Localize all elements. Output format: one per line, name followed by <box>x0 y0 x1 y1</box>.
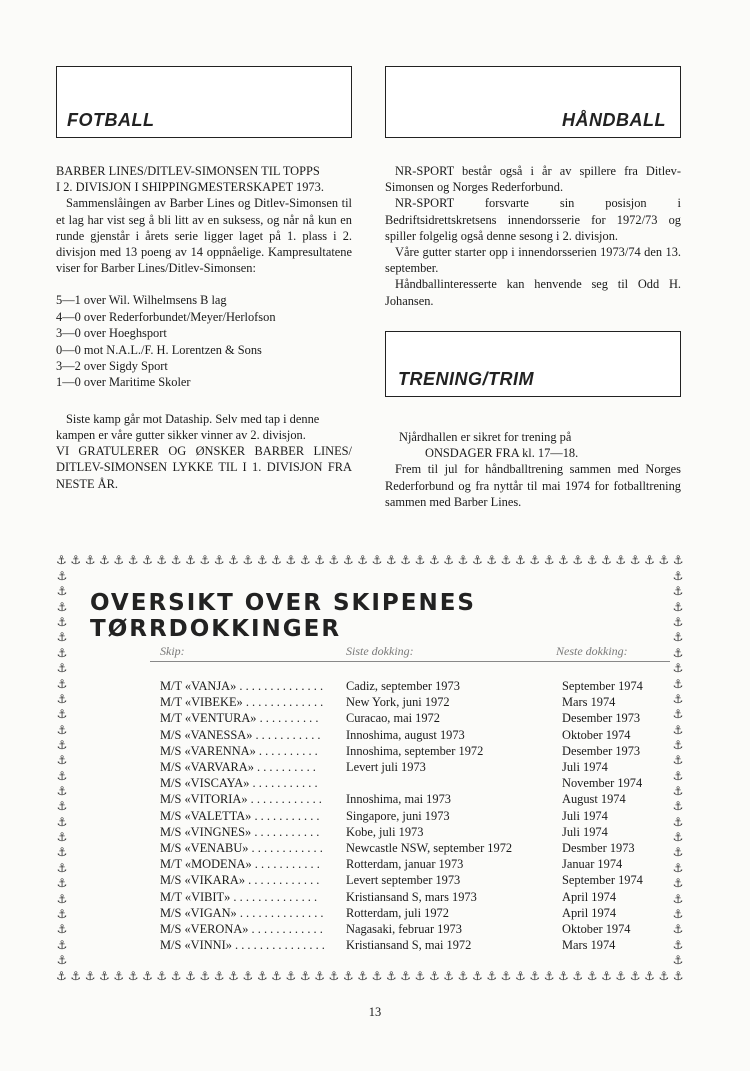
anchor-icon: ⚓ <box>299 969 311 983</box>
anchor-icon: ⚓ <box>56 676 68 691</box>
anchor-icon: ⚓ <box>672 891 684 906</box>
anchor-icon: ⚓ <box>500 969 512 983</box>
anchor-icon: ⚓ <box>228 553 239 567</box>
list-item: 0—0 mot N.A.L./F. H. Lorentzen & Sons <box>56 342 262 357</box>
anchor-icon: ⚓ <box>56 891 68 906</box>
anchor-icon: ⚓ <box>543 969 555 983</box>
anchor-icon: ⚓ <box>285 969 297 983</box>
last-docking-cell: Curacao, mai 1972 <box>346 711 440 726</box>
last-docking-cell: Innoshima, september 1972 <box>346 743 484 758</box>
column-header-ship: Skip: <box>160 644 185 658</box>
anchor-icon: ⚓ <box>658 553 670 567</box>
trening-article <box>385 429 681 510</box>
anchor-icon: ⚓ <box>385 553 397 567</box>
table-row <box>160 889 680 905</box>
anchor-icon: ⚓ <box>672 615 684 630</box>
anchor-icon: ⚓ <box>56 569 68 583</box>
anchor-icon: ⚓ <box>672 630 684 645</box>
anchor-icon: ⚓ <box>56 645 68 660</box>
anchor-icon: ⚓ <box>471 969 483 983</box>
anchor-icon: ⚓ <box>56 969 67 983</box>
anchor-icon: ⚓ <box>615 969 627 983</box>
anchor-icon: ⚓ <box>56 784 68 799</box>
anchor-icon: ⚓ <box>142 553 153 567</box>
anchor-icon: ⚓ <box>342 553 354 567</box>
anchor-icon: ⚓ <box>314 969 325 983</box>
last-docking-cell: Kobe, juli 1973 <box>346 824 424 839</box>
page-number: 13 <box>368 1005 382 1019</box>
fotball-lead-line-2: I 2. DIVISJON I SHIPPINGMESTERSKAPET 1973. <box>56 180 324 195</box>
anchor-icon: ⚓ <box>242 969 254 983</box>
fotball-paragraph-2: Siste kamp går mot Dataship. Selv med tap i denne kampen er våre gutter sikker vinner av 2. divisjon. <box>56 411 320 443</box>
anchor-icon: ⚓ <box>400 969 412 983</box>
trening-heading-box <box>385 331 681 397</box>
table-row <box>160 694 680 710</box>
anchor-icon: ⚓ <box>672 676 684 691</box>
table-row <box>160 840 680 856</box>
list-item: 1—0 over Maritime Skoler <box>56 375 191 390</box>
anchor-icon: ⚓ <box>56 952 68 967</box>
anchor-icon: ⚓ <box>328 969 340 983</box>
anchor-icon: ⚓ <box>601 553 612 567</box>
anchor-icon: ⚓ <box>672 584 684 599</box>
ship-name-cell: M/T «VENTURA» . . . . . . . . . . <box>160 711 319 726</box>
next-docking-cell: April 1974 <box>562 889 617 904</box>
anchor-icon: ⚓ <box>572 553 584 567</box>
anchor-icon: ⚓ <box>515 969 526 983</box>
next-docking-cell: Desmber 1973 <box>562 841 635 855</box>
next-docking-cell: Desember 1973 <box>562 711 641 726</box>
anchor-border-left <box>56 569 68 967</box>
table-row <box>160 937 680 953</box>
anchor-icon: ⚓ <box>56 584 68 599</box>
ship-name-cell: M/S «VINNI» . . . . . . . . . . . . . . . <box>160 938 325 953</box>
list-item: 3—0 over Hoeghsport <box>56 326 167 341</box>
anchor-icon: ⚓ <box>615 553 627 567</box>
anchor-icon: ⚓ <box>199 553 211 567</box>
table-row <box>160 921 680 937</box>
next-docking-cell: Mars 1974 <box>562 938 616 953</box>
anchor-icon: ⚓ <box>271 969 282 983</box>
anchor-icon: ⚓ <box>328 553 340 567</box>
anchor-icon: ⚓ <box>672 753 684 768</box>
last-docking-cell: Innoshima, mai 1973 <box>346 792 451 807</box>
anchor-icon: ⚓ <box>414 969 426 983</box>
table-row <box>160 727 680 743</box>
anchor-icon: ⚓ <box>672 645 684 660</box>
anchor-icon: ⚓ <box>256 969 268 983</box>
anchor-icon: ⚓ <box>56 615 68 630</box>
anchor-icon: ⚓ <box>515 553 526 567</box>
table-row <box>160 678 680 694</box>
ship-name-cell: M/S «VALETTA» . . . . . . . . . . . <box>160 808 320 823</box>
last-docking-cell: Nagasaki, februar 1973 <box>346 922 462 936</box>
anchor-icon: ⚓ <box>529 969 541 983</box>
anchor-icon: ⚓ <box>644 969 655 983</box>
next-docking-cell: November 1974 <box>562 776 643 791</box>
anchor-icon: ⚓ <box>56 553 67 567</box>
anchor-icon: ⚓ <box>601 969 612 983</box>
anchor-icon: ⚓ <box>142 969 153 983</box>
anchor-icon: ⚓ <box>185 553 196 567</box>
anchor-icon: ⚓ <box>156 969 168 983</box>
handball-heading: HÅNDBALL <box>562 110 666 130</box>
anchor-icon: ⚓ <box>486 553 498 567</box>
anchor-icon: ⚓ <box>672 830 684 845</box>
fotball-heading-box <box>56 66 352 138</box>
anchor-icon: ⚓ <box>672 952 684 967</box>
fotball-paragraph-3: VI GRATULERER OG ØNSKER BARBER LINES/ DITLEV-SIMONSEN LYKKE TIL I 1. DIVISJON FRA NESTE ÅR. <box>56 444 352 491</box>
last-docking-cell: Kristiansand S, mars 1973 <box>346 889 477 904</box>
ship-name-cell: M/T «MODENA» . . . . . . . . . . . <box>160 857 320 872</box>
anchor-icon: ⚓ <box>213 969 225 983</box>
fotball-lead-line-1: BARBER LINES/DITLEV-SIMONSEN TIL TOPPS <box>56 164 320 178</box>
anchor-icon: ⚓ <box>672 553 684 567</box>
next-docking-cell: Desember 1973 <box>562 743 641 758</box>
table-row <box>160 824 680 840</box>
anchor-icon: ⚓ <box>457 969 469 983</box>
anchor-icon: ⚓ <box>672 661 684 676</box>
anchor-icon: ⚓ <box>629 553 641 567</box>
anchor-icon: ⚓ <box>672 691 684 706</box>
drydock-table-header <box>150 644 670 662</box>
anchor-icon: ⚓ <box>428 969 440 983</box>
anchor-icon: ⚓ <box>586 969 598 983</box>
anchor-icon: ⚓ <box>658 969 670 983</box>
drydock-table-title: OVERSIKT OVER SKIPENES TØRRDOKKINGER <box>90 590 477 642</box>
anchor-icon: ⚓ <box>185 969 196 983</box>
anchor-icon: ⚓ <box>170 969 182 983</box>
anchor-icon: ⚓ <box>70 969 82 983</box>
ship-name-cell: M/T «VIBEKE» . . . . . . . . . . . . . <box>160 695 324 710</box>
anchor-icon: ⚓ <box>672 707 684 722</box>
anchor-icon: ⚓ <box>56 661 68 676</box>
column-header-last-docking: Siste dokking: <box>346 644 414 658</box>
anchor-icon: ⚓ <box>299 553 311 567</box>
next-docking-cell: Juli 1974 <box>562 760 608 774</box>
ship-name-cell: M/S «VERONA» . . . . . . . . . . . . <box>160 922 323 936</box>
anchor-icon: ⚓ <box>285 553 297 567</box>
anchor-icon: ⚓ <box>672 814 684 829</box>
anchor-icon: ⚓ <box>672 876 684 891</box>
table-row <box>160 710 680 726</box>
handball-paragraph-2: NR-SPORT forsvarte sin posisjon i Bedriftsidrettskretsens innendorsserie for 1972/73 og spiller folgelig også denne sesong i 2. divisjon. <box>385 196 681 243</box>
last-docking-cell: Singapore, juni 1973 <box>346 808 450 823</box>
anchor-icon: ⚓ <box>672 922 684 937</box>
table-row <box>160 808 680 824</box>
anchor-icon: ⚓ <box>342 969 354 983</box>
anchor-icon: ⚓ <box>672 860 684 875</box>
anchor-icon: ⚓ <box>457 553 469 567</box>
ship-name-cell: M/S «VISCAYA» . . . . . . . . . . . <box>160 776 318 791</box>
last-docking-cell: New York, juni 1972 <box>346 695 450 710</box>
anchor-icon: ⚓ <box>56 814 68 829</box>
handball-paragraph-4: Håndballinteresserte kan henvende seg til Odd H. Johansen. <box>385 277 681 308</box>
anchor-icon: ⚓ <box>672 768 684 783</box>
column-header-next-docking: Neste dokking: <box>556 644 628 658</box>
table-row <box>160 759 680 775</box>
anchor-icon: ⚓ <box>672 722 684 737</box>
anchor-icon: ⚓ <box>672 599 684 614</box>
anchor-icon: ⚓ <box>672 569 684 583</box>
ship-name-cell: M/S «VANESSA» . . . . . . . . . . . <box>160 727 321 742</box>
anchor-icon: ⚓ <box>56 630 68 645</box>
next-docking-cell: Mars 1974 <box>562 695 616 710</box>
anchor-icon: ⚓ <box>56 876 68 891</box>
anchor-icon: ⚓ <box>314 553 325 567</box>
ship-name-cell: M/S «VITORIA» . . . . . . . . . . . . <box>160 792 322 807</box>
last-docking-cell: Levert september 1973 <box>346 873 461 888</box>
handball-paragraph-3: Våre gutter starter opp i innendorsserien 1973/74 den 13. september. <box>385 245 681 276</box>
anchor-icon: ⚓ <box>586 553 598 567</box>
last-docking-cell: Rotterdam, januar 1973 <box>346 857 464 872</box>
anchor-icon: ⚓ <box>70 553 82 567</box>
anchor-icon: ⚓ <box>113 969 125 983</box>
fotball-heading: FOTBALL <box>67 110 155 130</box>
ship-name-cell: M/S «VIKARA» . . . . . . . . . . . . <box>160 873 320 888</box>
anchor-icon: ⚓ <box>156 553 168 567</box>
anchor-icon: ⚓ <box>357 553 368 567</box>
anchor-icon: ⚓ <box>56 906 68 921</box>
anchor-icon: ⚓ <box>84 553 96 567</box>
table-row <box>160 743 680 759</box>
anchor-icon: ⚓ <box>99 553 110 567</box>
anchor-icon: ⚓ <box>400 553 412 567</box>
anchor-icon: ⚓ <box>500 553 512 567</box>
anchor-icon: ⚓ <box>56 707 68 722</box>
fotball-paragraph-1: Sammenslåingen av Barber Lines og Ditlev-Simonsen til et lag har vist seg å bli litt av en suksess, og når nå kun en runde gjenstår i årets serie ligger laget på 1. plass i 2. divisjon med 13 poeng av 14 oppnåelige. Kampresultatene viser for Barber Lines/Ditlev-Simonsen: <box>56 196 352 276</box>
anchor-icon: ⚓ <box>256 553 268 567</box>
next-docking-cell: Juli 1974 <box>562 824 608 839</box>
anchor-icon: ⚓ <box>228 969 239 983</box>
ship-name-cell: M/S «VARENNA» . . . . . . . . . . <box>160 743 318 758</box>
fotball-article <box>56 163 352 492</box>
anchor-icon: ⚓ <box>428 553 440 567</box>
anchor-icon: ⚓ <box>213 553 225 567</box>
anchor-icon: ⚓ <box>672 969 684 983</box>
anchor-icon: ⚓ <box>543 553 555 567</box>
next-docking-cell: Juli 1974 <box>562 808 608 823</box>
last-docking-cell: Innoshima, august 1973 <box>346 727 465 742</box>
anchor-icon: ⚓ <box>56 860 68 875</box>
last-docking-cell: Rotterdam, juli 1972 <box>346 905 449 920</box>
anchor-icon: ⚓ <box>127 969 139 983</box>
anchor-icon: ⚓ <box>672 845 684 860</box>
anchor-icon: ⚓ <box>672 737 684 752</box>
list-item: 5—1 over Wil. Wilhelmsens B lag <box>56 293 227 308</box>
anchor-icon: ⚓ <box>672 799 684 814</box>
table-row <box>160 856 680 872</box>
ship-name-cell: M/S «VIGAN» . . . . . . . . . . . . . . <box>160 905 324 920</box>
anchor-icon: ⚓ <box>56 845 68 860</box>
anchor-icon: ⚓ <box>672 906 684 921</box>
ship-name-cell: M/S «VINGNES» . . . . . . . . . . . <box>160 824 320 839</box>
anchor-icon: ⚓ <box>99 969 110 983</box>
anchor-icon: ⚓ <box>56 599 68 614</box>
next-docking-cell: Oktober 1974 <box>562 922 631 936</box>
handball-article <box>385 163 681 309</box>
anchor-icon: ⚓ <box>371 969 383 983</box>
next-docking-cell: Oktober 1974 <box>562 727 631 742</box>
anchor-icon: ⚓ <box>629 969 641 983</box>
anchor-icon: ⚓ <box>371 553 383 567</box>
ship-name-cell: M/S «VARVARA» . . . . . . . . . . <box>160 760 316 774</box>
ship-name-cell: M/T «VIBIT» . . . . . . . . . . . . . . <box>160 889 318 904</box>
anchor-icon: ⚓ <box>56 768 68 783</box>
anchor-icon: ⚓ <box>84 969 96 983</box>
anchor-icon: ⚓ <box>199 969 211 983</box>
anchor-icon: ⚓ <box>170 553 182 567</box>
ship-name-cell: M/T «VANJA» . . . . . . . . . . . . . . <box>160 679 324 693</box>
anchor-icon: ⚓ <box>443 553 455 567</box>
table-row <box>160 872 680 888</box>
anchor-icon: ⚓ <box>572 969 584 983</box>
anchor-icon: ⚓ <box>56 691 68 706</box>
last-docking-cell: Kristiansand S, mai 1972 <box>346 938 472 953</box>
anchor-icon: ⚓ <box>529 553 541 567</box>
anchor-icon: ⚓ <box>56 737 68 752</box>
anchor-icon: ⚓ <box>672 784 684 799</box>
anchor-border-top <box>56 551 684 569</box>
last-docking-cell: Newcastle NSW, september 1972 <box>346 841 513 855</box>
table-row <box>160 775 680 791</box>
list-item: 4—0 over Rederforbundet/Meyer/Herlofson <box>56 309 276 324</box>
ship-name-cell: M/S «VENABU» . . . . . . . . . . . . <box>160 841 323 855</box>
table-row <box>160 905 680 921</box>
trening-line-1: Njårdhallen er sikret for trening på <box>399 430 572 444</box>
anchor-icon: ⚓ <box>56 753 68 768</box>
anchor-icon: ⚓ <box>357 969 368 983</box>
anchor-icon: ⚓ <box>385 969 397 983</box>
fotball-results-list <box>56 292 352 390</box>
anchor-icon: ⚓ <box>56 722 68 737</box>
anchor-icon: ⚓ <box>113 553 125 567</box>
anchor-icon: ⚓ <box>443 969 455 983</box>
list-item: 3—2 over Sigdy Sport <box>56 359 168 374</box>
next-docking-cell: August 1974 <box>562 792 626 807</box>
anchor-icon: ⚓ <box>56 922 68 937</box>
trening-heading: TRENING/TRIM <box>398 369 534 389</box>
anchor-border-bottom <box>56 967 684 985</box>
next-docking-cell: September 1974 <box>562 679 643 693</box>
anchor-icon: ⚓ <box>644 553 655 567</box>
table-row <box>160 791 680 807</box>
next-docking-cell: Januar 1974 <box>562 857 623 872</box>
handball-heading-box <box>385 66 681 138</box>
handball-paragraph-1: NR-SPORT består også i år av spillere fra Ditlev-Simonsen og Norges Rederforbund. <box>385 164 681 195</box>
last-docking-cell: Levert juli 1973 <box>346 760 426 774</box>
anchor-icon: ⚓ <box>271 553 282 567</box>
anchor-icon: ⚓ <box>486 969 498 983</box>
anchor-icon: ⚓ <box>414 553 426 567</box>
next-docking-cell: September 1974 <box>562 873 643 888</box>
anchor-icon: ⚓ <box>558 553 569 567</box>
last-docking-cell: Cadiz, september 1973 <box>346 679 460 693</box>
anchor-icon: ⚓ <box>56 799 68 814</box>
trening-paragraph: Frem til jul for håndballtrening sammen med Norges Rederforbund og fra nyttår til mai 1974 for fotballtrening sammen med Barber Lines. <box>385 462 681 509</box>
anchor-icon: ⚓ <box>127 553 139 567</box>
anchor-icon: ⚓ <box>558 969 569 983</box>
anchor-icon: ⚓ <box>56 830 68 845</box>
anchor-icon: ⚓ <box>471 553 483 567</box>
anchor-icon: ⚓ <box>672 937 684 952</box>
anchor-icon: ⚓ <box>56 937 68 952</box>
trening-line-2: ONSDAGER FRA kl. 17—18. <box>425 446 579 461</box>
anchor-icon: ⚓ <box>242 553 254 567</box>
next-docking-cell: April 1974 <box>562 905 617 920</box>
